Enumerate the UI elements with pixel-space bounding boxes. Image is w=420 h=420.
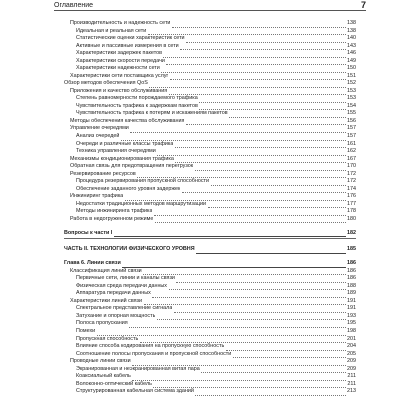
toc-entry-page: 211 — [347, 373, 356, 380]
toc-entry-page: 172 — [347, 170, 356, 177]
toc-entry-page: 157 — [347, 132, 356, 139]
dot-leader — [157, 152, 345, 155]
toc-entry[interactable] — [64, 20, 356, 28]
toc-entry-page: 193 — [347, 312, 356, 319]
toc-entry-title: Структурированная кабельная система зданий — [76, 388, 194, 395]
toc-entry-page: 195 — [347, 320, 356, 327]
toc-entry[interactable] — [64, 73, 356, 81]
toc-entry-title: Экранированная и неэкранированная витая пара — [76, 365, 200, 372]
toc-entry-page: 177 — [347, 200, 356, 207]
toc-entry-title: Помехи — [76, 327, 96, 334]
toc-entry-page: 188 — [347, 282, 356, 289]
toc-entry-page: 156 — [347, 117, 356, 124]
dot-leader — [170, 77, 346, 80]
toc-entry[interactable] — [64, 366, 356, 374]
toc-entry-title: Характеристики скорости передачи — [76, 57, 165, 64]
toc-entry-page: 174 — [347, 185, 356, 192]
toc-entry-title: Спектральное представление сигнала — [76, 305, 173, 312]
toc-entry-title: Характеристики сети поставщика услуг — [70, 72, 169, 79]
toc-entry-title: Статистические оценки характеристик сети — [76, 35, 185, 42]
toc-entry-title: Волоконно-оптический кабель — [76, 380, 152, 387]
toc-entry-page: 138 — [347, 27, 356, 34]
header-page-number: 7 — [360, 0, 366, 10]
toc-entry-page: 186 — [347, 260, 356, 267]
toc-entry[interactable] — [64, 290, 356, 298]
toc-entry-title: Инжиниринг трафика — [70, 193, 124, 200]
toc-entry-page: 172 — [347, 178, 356, 185]
toc-entry-page: 176 — [347, 193, 356, 200]
dot-leader — [172, 24, 346, 27]
toc-entry[interactable] — [64, 230, 356, 238]
table-of-contents — [64, 20, 356, 396]
toc-entry-page: 150 — [347, 65, 356, 72]
dot-leader — [186, 122, 346, 125]
dot-leader — [196, 250, 345, 253]
toc-entry[interactable] — [64, 336, 356, 344]
dot-leader — [166, 62, 345, 65]
toc-entry-page: 186 — [347, 267, 356, 274]
dot-leader — [199, 100, 345, 103]
toc-entry-page: 205 — [347, 350, 356, 357]
toc-entry-page: 209 — [347, 358, 356, 365]
toc-entry-page: 186 — [347, 275, 356, 282]
dot-leader — [114, 234, 346, 237]
toc-entry[interactable] — [64, 50, 356, 58]
toc-entry-title: Резервирование ресурсов — [70, 170, 136, 177]
toc-entry[interactable] — [64, 125, 356, 133]
toc-entry-page: 167 — [347, 155, 356, 162]
header-title: Оглавление — [54, 2, 94, 9]
toc-entry-page: 138 — [347, 20, 356, 26]
toc-entry-page: 211 — [347, 380, 356, 387]
toc-entry-title: Обзор методов обеспечения QoS — [64, 80, 148, 87]
toc-entry[interactable] — [64, 118, 356, 126]
toc-entry-page: 162 — [347, 148, 356, 155]
toc-entry[interactable] — [64, 35, 356, 43]
toc-entry[interactable] — [64, 193, 356, 201]
toc-entry-title: Методы обеспечения качества обслуживания — [70, 117, 185, 124]
toc-entry-title: Управление очередями — [70, 125, 129, 132]
toc-entry[interactable] — [64, 283, 356, 291]
running-header — [54, 0, 366, 11]
toc-entry[interactable] — [64, 80, 356, 88]
dot-leader — [174, 310, 346, 313]
dot-leader — [226, 347, 346, 350]
toc-entry[interactable] — [64, 110, 356, 118]
toc-entry[interactable] — [64, 305, 356, 313]
toc-entry-page: 152 — [347, 80, 356, 87]
toc-entry-page: 154 — [347, 102, 356, 109]
toc-entry[interactable] — [64, 298, 356, 306]
dot-leader — [229, 115, 345, 118]
toc-entry[interactable] — [64, 43, 356, 51]
toc-entry-title: Приложения и качество обслуживания — [70, 87, 168, 94]
dot-leader — [175, 145, 346, 148]
toc-entry[interactable] — [64, 328, 356, 336]
toc-entry-title: Полоса пропускания — [76, 320, 128, 327]
toc-entry-page: 149 — [347, 57, 356, 64]
dot-leader — [154, 213, 346, 216]
toc-entry[interactable] — [64, 95, 356, 103]
toc-entry-title: Глава 6. Линии связи — [64, 260, 121, 267]
toc-entry-title: Методы инжиниринга трафика — [76, 208, 153, 215]
dot-leader — [157, 317, 346, 320]
toc-entry[interactable] — [64, 88, 356, 96]
toc-entry[interactable] — [64, 313, 356, 321]
toc-entry-title: Коаксиальный кабель — [76, 373, 131, 380]
toc-entry-title: Процедура резервирования пропускной способности — [76, 178, 210, 185]
toc-entry[interactable] — [64, 65, 356, 73]
dot-leader — [208, 205, 346, 208]
toc-entry-title: Аппаратура передачи данных — [76, 290, 151, 297]
toc-entry[interactable] — [64, 141, 356, 149]
toc-entry-title: ЧАСТЬ II. ТЕХНОЛОГИИ ФИЗИЧЕСКОГО УРОВНЯ — [64, 246, 195, 253]
toc-entry-page: 204 — [347, 343, 356, 350]
toc-entry-title: Работа в недогруженном режиме — [70, 215, 154, 222]
toc-entry-title: Производительность и надежность сети — [70, 20, 171, 26]
toc-entry-page: 201 — [347, 335, 356, 342]
toc-entry[interactable] — [64, 351, 356, 359]
toc-entry-page: 178 — [347, 208, 356, 215]
toc-entry[interactable] — [64, 320, 356, 328]
toc-entry-page: 182 — [347, 229, 356, 236]
toc-entry-page: 151 — [347, 72, 356, 79]
dot-leader — [149, 85, 345, 88]
toc-spacer — [64, 239, 356, 246]
toc-entry[interactable] — [64, 260, 356, 268]
toc-entry-page: 191 — [347, 305, 356, 312]
toc-entry-page: 180 — [347, 215, 356, 222]
toc-entry-page: 170 — [347, 163, 356, 170]
toc-entry-page: 140 — [347, 35, 356, 42]
dot-leader — [155, 220, 346, 223]
toc-entry-title: Степень равномерности порождаемого трафика — [76, 95, 198, 102]
dot-leader — [169, 287, 346, 290]
toc-entry-page: 155 — [347, 110, 356, 117]
toc-entry-title: Чувствительность трафика к задержкам пакетов — [76, 102, 198, 109]
toc-entry-page: 185 — [347, 246, 356, 253]
toc-entry-title: Характеристики линий связи — [70, 297, 143, 304]
toc-entry[interactable] — [64, 208, 356, 216]
toc-spacer — [64, 254, 356, 261]
dot-leader — [195, 393, 345, 396]
toc-entry[interactable] — [64, 358, 356, 366]
dot-leader — [211, 183, 346, 186]
toc-entry-title: Первичные сети, линии и каналы связи — [76, 275, 175, 282]
dot-leader — [163, 54, 345, 57]
toc-entry-title: Характеристики задержек пакетов — [76, 50, 162, 57]
dot-leader — [195, 167, 346, 170]
dot-leader — [182, 190, 346, 193]
toc-entry-page: 153 — [347, 87, 356, 94]
dot-leader — [129, 325, 345, 328]
dot-leader — [186, 39, 345, 42]
toc-entry[interactable] — [64, 186, 356, 194]
toc-entry-title: Активные и пассивные измерения в сети — [76, 42, 179, 49]
toc-entry-page: 157 — [347, 125, 356, 132]
toc-entry-title: Анализ очередей — [76, 132, 120, 139]
toc-entry-page: 191 — [347, 297, 356, 304]
toc-entry-title: Физическая среда передачи данных — [76, 282, 168, 289]
toc-entry[interactable] — [64, 388, 356, 396]
dot-leader — [176, 280, 345, 283]
dot-leader — [175, 160, 345, 163]
toc-entry[interactable] — [64, 28, 356, 36]
toc-entry-page: 153 — [347, 95, 356, 102]
toc-entry-title: Соотношение полосы пропускания и пропускной способности — [76, 350, 232, 357]
dot-leader — [132, 378, 346, 381]
toc-entry-page: 198 — [347, 327, 356, 334]
toc-entry-title: Классификация линий связи — [70, 267, 142, 274]
toc-entry-title: Затухание и опорная мощность — [76, 312, 156, 319]
toc-entry[interactable] — [64, 216, 356, 224]
toc-entry-page: 143 — [347, 42, 356, 49]
toc-entry-page: 209 — [347, 365, 356, 372]
toc-entry[interactable] — [64, 381, 356, 389]
dot-leader — [144, 302, 346, 305]
toc-entry[interactable] — [64, 58, 356, 66]
toc-entry[interactable] — [64, 268, 356, 276]
toc-entry[interactable] — [64, 373, 356, 381]
toc-entry-page: 146 — [347, 50, 356, 57]
toc-entry[interactable] — [64, 343, 356, 351]
toc-entry[interactable] — [64, 148, 356, 156]
toc-entry-title: Проводные линии связи — [70, 358, 131, 365]
toc-entry-title: Идеальная и реальная сети — [76, 27, 147, 34]
toc-entry-title: Характеристики надежности сети — [76, 65, 160, 72]
toc-entry-title: Недостатки традиционных методов маршрутизации — [76, 200, 207, 207]
toc-entry-title: Пропускная способность — [76, 335, 139, 342]
dot-leader — [122, 265, 345, 268]
toc-entry-title: Механизмы кондиционирования трафика — [70, 155, 174, 162]
toc-entry[interactable] — [64, 246, 356, 254]
toc-entry-page: 213 — [347, 388, 356, 395]
toc-entry[interactable] — [64, 163, 356, 171]
dot-leader — [152, 295, 345, 298]
toc-entry[interactable] — [64, 156, 356, 164]
toc-entry-page: 161 — [347, 140, 356, 147]
toc-entry-title: Обратная связь для предотвращения перегрузок — [70, 163, 194, 170]
toc-spacer — [64, 223, 356, 230]
toc-entry[interactable] — [64, 103, 356, 111]
toc-entry-title: Влияние способа кодирования на пропускную способность — [76, 343, 225, 350]
toc-entry[interactable] — [64, 171, 356, 179]
toc-entry-title: Техника управления очередями — [76, 148, 156, 155]
toc-entry-title: Вопросы к части I — [64, 229, 113, 236]
toc-entry-title: Обеспечение заданного уровня задержек — [76, 185, 181, 192]
toc-entry[interactable] — [64, 178, 356, 186]
toc-entry[interactable] — [64, 201, 356, 209]
toc-entry-page: 189 — [347, 290, 356, 297]
toc-entry[interactable] — [64, 275, 356, 283]
dot-leader — [233, 355, 346, 358]
dot-leader — [201, 370, 345, 373]
dot-leader — [161, 70, 345, 73]
dot-leader — [130, 130, 345, 133]
dot-leader — [180, 47, 345, 50]
toc-entry-title: Очереди и различные классы трафика — [76, 140, 174, 147]
toc-entry-title: Чувствительность трафика к потерям и искажениям пакетов — [76, 110, 228, 117]
toc-entry[interactable] — [64, 133, 356, 141]
